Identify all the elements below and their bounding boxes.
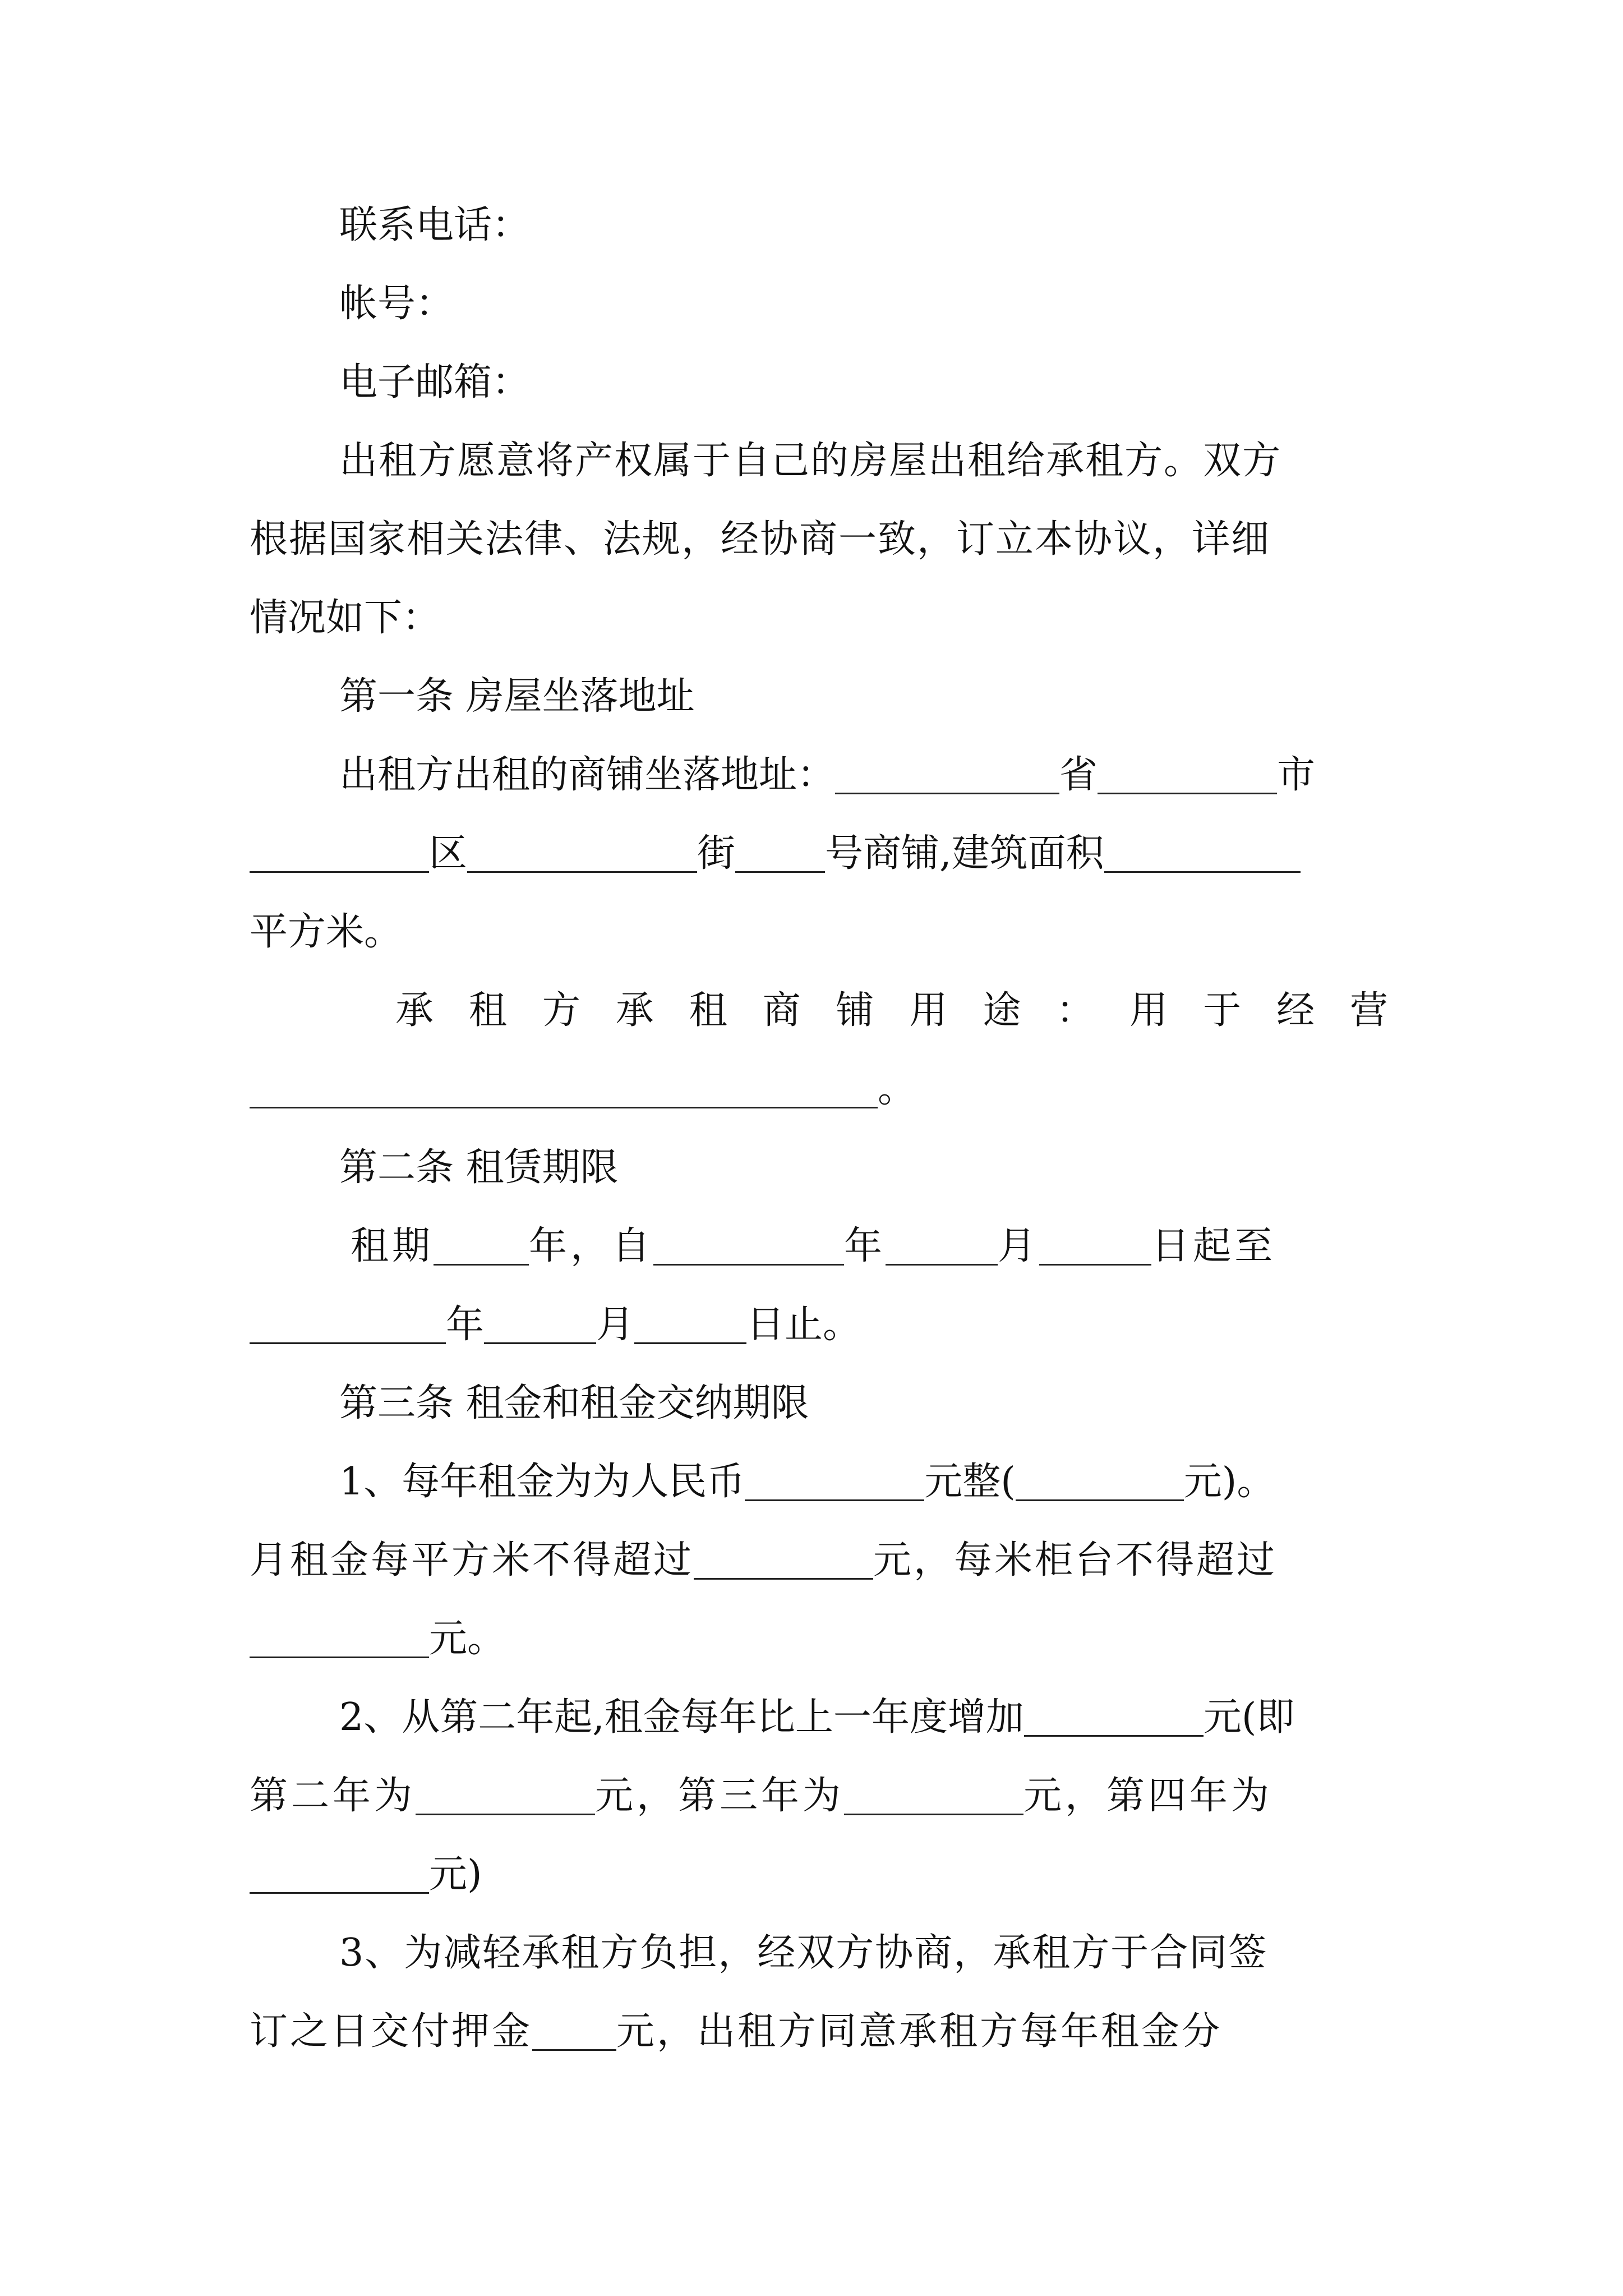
lease-term-line-1: 租期 年，自 年 月 日起至 [351,1224,1276,1268]
article-1-heading: 第一条 房屋坐落地址 [339,674,695,719]
article-3-heading: 第三条 租金和租金交纳期限 [339,1381,809,1425]
rent-line-2: 月租金每平方米不得超过 元，每米柜台不得超过 [250,1538,1278,1582]
intro-paragraph-line-1: 出租方愿意将产权属于自己的房屋出租给承租方。双方 [339,439,1282,483]
city-blank [1098,756,1277,794]
number-blank [735,835,825,873]
rent-line-3: 元。 [250,1620,505,1658]
annual-increase-blank [1024,1699,1204,1737]
fourth-year-blank [250,1856,429,1894]
start-day-blank [1039,1227,1151,1266]
lease-term-line-2: 年 月 日止。 [250,1306,861,1344]
end-month-blank [484,1306,596,1344]
area-blank [1104,835,1301,873]
increase-line-3: 元) [250,1856,482,1894]
end-year-blank [250,1306,446,1344]
intro-paragraph-line-3: 情况如下： [250,596,441,640]
account-label: 帐号： [339,282,454,326]
third-year-blank [844,1777,1023,1815]
rent-line-1: 1、每年租金为为人民币 元整( 元)。 [339,1460,1275,1504]
intro-paragraph-line-2: 根据国家相关法律、法规，经协商一致，订立本协议，详细 [250,517,1271,562]
province-blank [835,756,1059,794]
start-month-blank [886,1227,998,1266]
per-meter-counter-blank [250,1620,429,1658]
article-2-heading: 第二条 租赁期限 [339,1145,619,1190]
per-sqm-blank [694,1542,873,1580]
deposit-line-1: 3、为减轻承租方负担，经双方协商，承租方于合同签 [339,1931,1268,1975]
street-blank [467,835,697,873]
address-line-2: 区 街 号商铺,建筑面积 [250,835,1301,873]
address-line-3: 平方米。 [250,910,403,954]
annual-rent-blank [745,1463,924,1501]
usage-line-1: 承 租 方 承 租 商 铺 用 途 ： 用 于 经 营 [395,988,1388,1033]
address-line-1: 出租方出租的商铺坐落地址： 省 市 [339,753,1316,797]
second-year-blank [416,1777,595,1815]
increase-line-1: 2、从第二年起,租金每年比上一年度增加 元(即 [339,1695,1295,1740]
years-blank [434,1227,529,1266]
end-day-blank [634,1306,746,1344]
deposit-blank [532,2013,616,2051]
district-blank [250,835,429,873]
usage-line-2: 。 [250,1070,916,1108]
phone-label: 联系电话： [339,203,531,247]
email-label: 电子邮箱： [339,360,531,404]
deposit-line-2: 订之日交付押金 元，出租方同意承租方每年租金分 [250,2009,1223,2054]
increase-line-2: 第二年为 元，第三年为 元，第四年为 [250,1774,1273,1818]
annual-rent-figure-blank [1016,1463,1184,1501]
start-year-blank [653,1227,844,1266]
usage-blank [250,1070,878,1108]
